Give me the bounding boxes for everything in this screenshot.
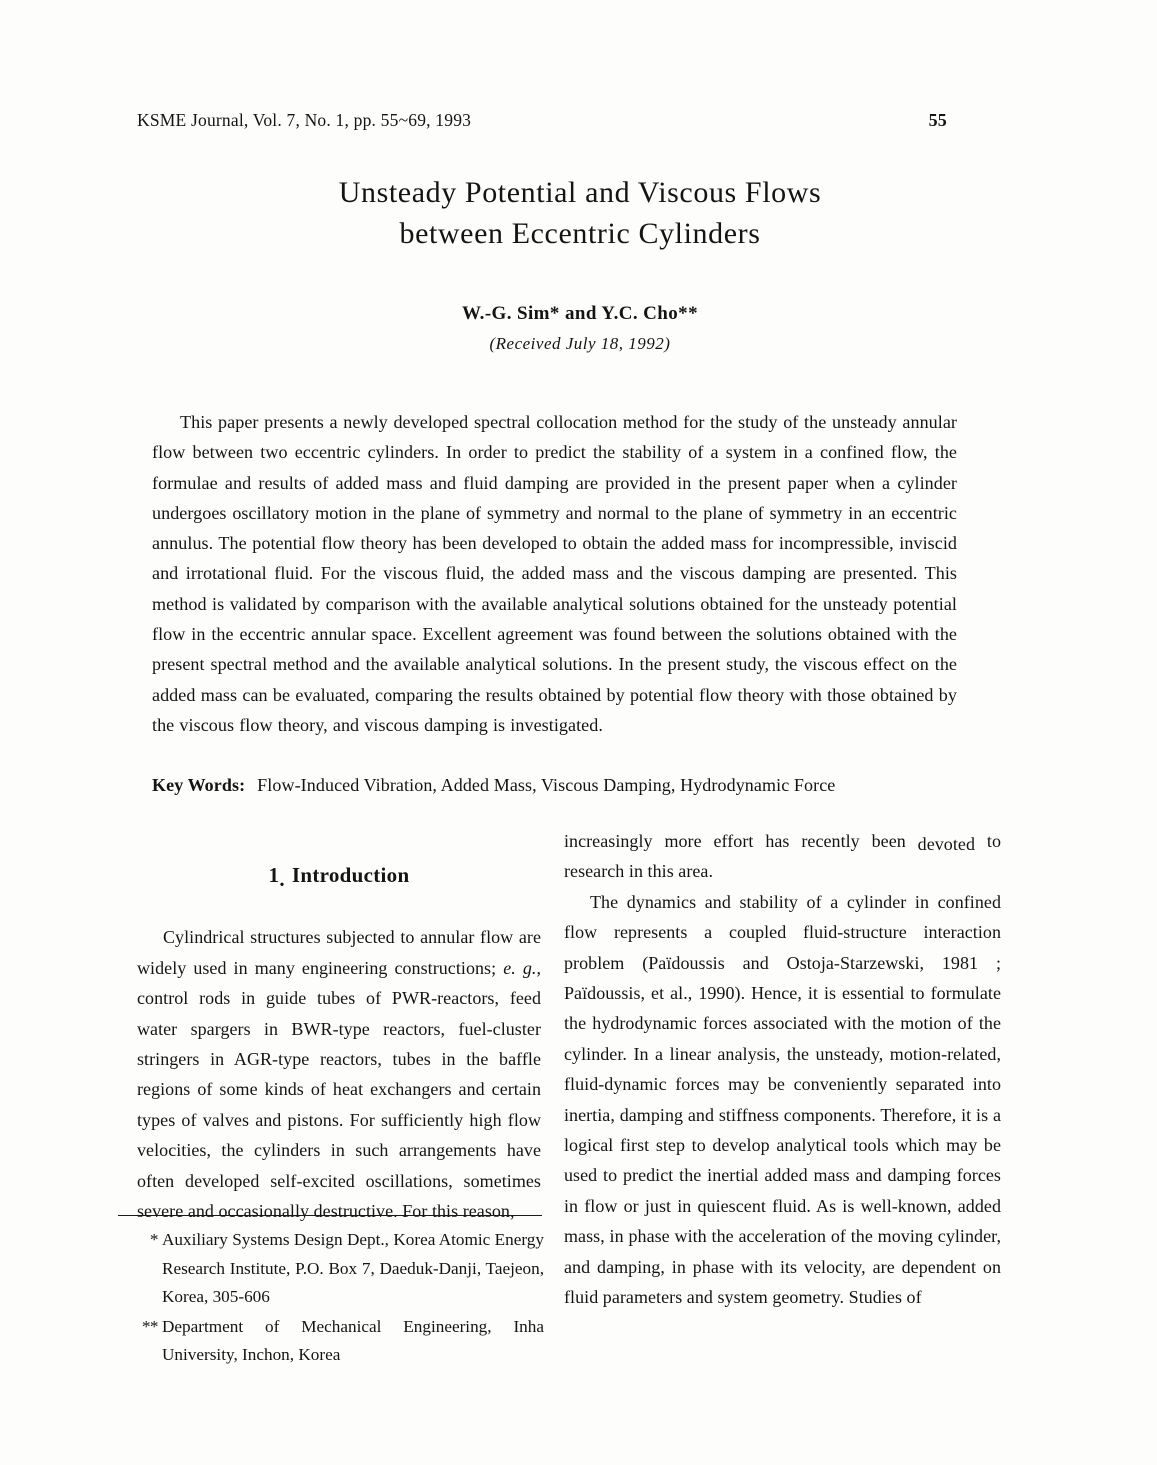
column-right	[564, 826, 1001, 1313]
footnote-divider	[118, 1215, 542, 1216]
footnote-item	[128, 1313, 544, 1370]
running-head	[137, 110, 947, 131]
column-left	[137, 860, 541, 1226]
paragraph-text-pre: Cylindrical structures subjected to annular flow are widely used in many engineering constructions;	[137, 927, 541, 978]
section-heading-introduction	[137, 860, 541, 890]
paragraph-text-pre: increasingly more effort has recently been	[564, 831, 918, 851]
paragraph-text-post: , control rods in guide tubes of PWR-reactors, feed water spargers in BWR-type reactors, fuel-cluster stringers in AGR-type reactors, tubes in the baffle regions of some kinds of heat exchangers and certain types of valves and pistons. For sufficiently high flow velocities, the cylinders in such arrangements have often developed self-excited oscillations, sometimes severe and occasionally destructive. For this reason,	[137, 957, 541, 1222]
footnote-marker: *	[149, 1230, 158, 1249]
paragraph-continued-right	[564, 826, 1001, 887]
abstract-text: This paper presents a newly developed spectral collocation method for the study of the unsteady annular flow between two eccentric cylinders. In order to predict the stability of a system in a confined flow, the formulae and results of added mass and fluid damping are provided in the present paper when a cylinder undergoes oscillatory motion in the plane of symmetry and normal to the plane of symmetry in an eccentric annulus. The potential flow theory has been developed to obtain the added mass for incompressible, inviscid and irrotational fluid. For the viscous fluid, the added mass and the viscous damping are presented. This method is validated by comparison with the available analytical solutions obtained for the unsteady potential flow in the eccentric annular space. Excellent agreement was found between the solutions obtained with the present spectral method and the available analytical solutions. In the present study, the viscous effect on the added mass can be evaluated, comparing the results obtained by potential flow theory with those obtained by the viscous flow theory, and viscous damping is investigated.	[152, 412, 957, 735]
keywords-terms: Flow-Induced Vibration, Added Mass, Viscous Damping, Hydrodynamic Force	[257, 775, 836, 795]
keywords-label: Key Words:	[152, 775, 246, 795]
footnote-text: Department of Mechanical Engineering, Inha University, Inchon, Korea	[162, 1316, 544, 1365]
page-number: 55	[928, 110, 947, 130]
section-title: Introduction	[291, 863, 410, 887]
author-list: W.-G. Sim* and Y.C. Cho**	[462, 303, 698, 324]
title-line-2: between Eccentric Cylinders	[399, 217, 761, 251]
footnote-item	[128, 1226, 544, 1312]
journal-citation: KSME Journal, Vol. 7, No. 1, pp. 55~69, 1993	[137, 110, 472, 130]
footnote-marker: **	[141, 1316, 158, 1336]
section-number: 1	[268, 863, 280, 887]
paragraph-text-drift: devoted	[917, 834, 976, 854]
received-date: (Received July 18, 1992)	[489, 334, 671, 353]
paragraph-dynamics-right: The dynamics and stability of a cylinder in confined flow represents a coupled fluid-structure interaction problem (Païdoussis and Ostoja-Starzewski, 1981 ; Païdoussis, et al., 1990). Hence, it is essential to formulate the hydrodynamic forces associated with the motion of the cylinder. In a linear analysis, the unsteady, motion-related, fluid-dynamic forces may be conveniently separated into inertia, damping and stiffness components. Therefore, it is a logical first step to develop analytical tools which may be used to predict the inertial added mass and damping forces in flow or just in quiescent fluid. As is well-known, added mass, in phase with the acceleration of the moving cylinder, and damping, in phase with its velocity, are dependent on fluid parameters and system geometry. Studies of	[564, 891, 1001, 1308]
section-number-dot: .	[279, 867, 285, 891]
keywords	[152, 772, 982, 798]
footnote-text: Auxiliary Systems Design Dept., Korea Atomic Energy Research Institute, P.O. Box 7, Daeduk-Danji, Taejeon, Korea, 305-606	[162, 1230, 544, 1307]
paragraph-intro-left	[137, 922, 541, 1226]
footnotes	[128, 1226, 544, 1370]
page-title	[150, 172, 1010, 254]
paragraph-text-post: to research in this area.	[564, 831, 1001, 882]
title-line-1: Unsteady Potential and Viscous Flows	[338, 176, 822, 210]
paragraph-text-italic: e. g.	[503, 957, 537, 978]
